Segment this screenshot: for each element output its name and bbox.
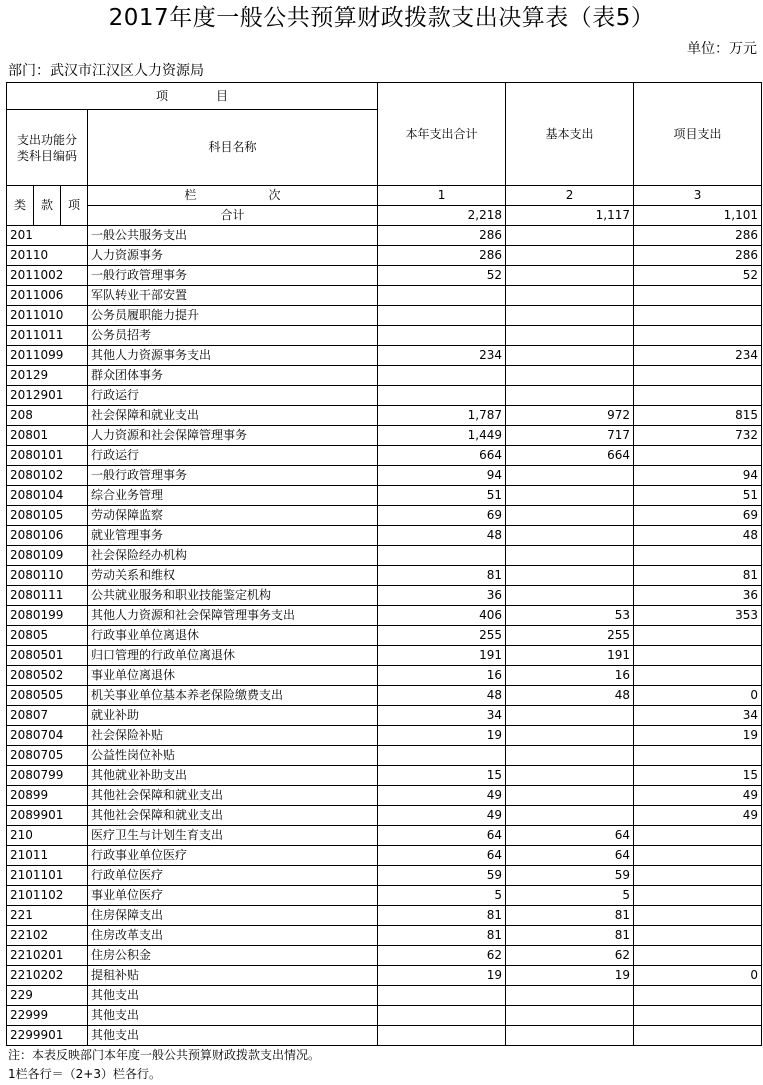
table-row — [7, 406, 762, 426]
table-row — [7, 606, 762, 626]
row-subject-name: 一般行政管理事务 — [88, 466, 378, 486]
row-code: 2080111 — [7, 586, 88, 606]
row-project — [634, 326, 762, 346]
row-subject-name: 行政事业单位离退休 — [88, 626, 378, 646]
total-project-value: 1,101 — [634, 206, 762, 226]
row-total: 1,449 — [378, 426, 506, 446]
header-subject-name: 科目名称 — [88, 110, 378, 186]
row-total: 48 — [378, 526, 506, 546]
row-subject-name: 其他就业补助支出 — [88, 766, 378, 786]
header-project: 项 目 — [7, 83, 378, 110]
row-subject-name: 社会保险经办机构 — [88, 546, 378, 566]
row-basic — [506, 466, 634, 486]
row-code: 2080704 — [7, 726, 88, 746]
table-row — [7, 866, 762, 886]
row-total: 5 — [378, 886, 506, 906]
row-code: 2012901 — [7, 386, 88, 406]
row-code: 2089901 — [7, 806, 88, 826]
row-basic — [506, 326, 634, 346]
table-row — [7, 846, 762, 866]
row-subject-name: 事业单位医疗 — [88, 886, 378, 906]
table-row — [7, 826, 762, 846]
row-project — [634, 926, 762, 946]
row-basic — [506, 586, 634, 606]
row-total: 36 — [378, 586, 506, 606]
row-code: 2080501 — [7, 646, 88, 666]
row-code: 2080799 — [7, 766, 88, 786]
table-row — [7, 746, 762, 766]
row-basic — [506, 306, 634, 326]
row-code: 2101101 — [7, 866, 88, 886]
row-project — [634, 846, 762, 866]
row-project — [634, 1006, 762, 1026]
row-basic — [506, 1006, 634, 1026]
row-project: 286 — [634, 226, 762, 246]
row-project — [634, 986, 762, 1006]
department-label: 部门：武汉市江汉区人力资源局 — [8, 63, 204, 79]
row-code: 2299901 — [7, 1026, 88, 1046]
table-row — [7, 246, 762, 266]
row-total: 59 — [378, 866, 506, 886]
row-subject-name: 住房公积金 — [88, 946, 378, 966]
row-code: 2011006 — [7, 286, 88, 306]
row-subject-name: 行政事业单位医疗 — [88, 846, 378, 866]
row-code: 2011099 — [7, 346, 88, 366]
row-total: 52 — [378, 266, 506, 286]
row-subject-name: 其他人力资源和社会保障管理事务支出 — [88, 606, 378, 626]
row-basic — [506, 486, 634, 506]
header-kuan: 款 — [34, 186, 61, 226]
row-total: 64 — [378, 846, 506, 866]
table-row — [7, 546, 762, 566]
row-subject-name: 住房保障支出 — [88, 906, 378, 926]
row-basic: 64 — [506, 826, 634, 846]
row-basic: 255 — [506, 626, 634, 646]
row-total: 49 — [378, 786, 506, 806]
table-row — [7, 706, 762, 726]
row-basic: 972 — [506, 406, 634, 426]
row-code: 20801 — [7, 426, 88, 446]
row-project: 286 — [634, 246, 762, 266]
row-code: 2080705 — [7, 746, 88, 766]
header-code-line2: 类科目编码 — [16, 148, 77, 163]
row-subject-name: 行政运行 — [88, 446, 378, 466]
row-subject-name: 归口管理的行政单位离退休 — [88, 646, 378, 666]
row-subject-name: 提租补贴 — [88, 966, 378, 986]
row-code: 2101102 — [7, 886, 88, 906]
notes — [8, 1046, 320, 1084]
row-subject-name: 行政单位医疗 — [88, 866, 378, 886]
row-basic — [506, 806, 634, 826]
row-project — [634, 446, 762, 466]
row-subject-name: 一般公共服务支出 — [88, 226, 378, 246]
total-row — [7, 206, 762, 226]
row-project — [634, 366, 762, 386]
row-project: 0 — [634, 686, 762, 706]
row-subject-name: 群众团体事务 — [88, 366, 378, 386]
table-row — [7, 426, 762, 446]
row-total — [378, 286, 506, 306]
row-code: 201 — [7, 226, 88, 246]
row-project: 34 — [634, 706, 762, 726]
column-number-3: 3 — [634, 186, 762, 206]
row-code: 210 — [7, 826, 88, 846]
row-total: 286 — [378, 246, 506, 266]
row-total: 191 — [378, 646, 506, 666]
table-row — [7, 466, 762, 486]
total-label: 合计 — [88, 206, 378, 226]
header-row-lanci — [7, 186, 762, 206]
header-col-basic: 基本支出 — [506, 83, 634, 186]
total-basic-value: 1,117 — [506, 206, 634, 226]
row-project: 81 — [634, 566, 762, 586]
table-row — [7, 946, 762, 966]
row-code: 229 — [7, 986, 88, 1006]
table-row — [7, 666, 762, 686]
row-basic — [506, 726, 634, 746]
row-basic — [506, 526, 634, 546]
row-code: 22102 — [7, 926, 88, 946]
row-project — [634, 666, 762, 686]
row-code: 2210202 — [7, 966, 88, 986]
row-total — [378, 306, 506, 326]
row-total: 15 — [378, 766, 506, 786]
row-basic: 19 — [506, 966, 634, 986]
row-subject-name: 公益性岗位补贴 — [88, 746, 378, 766]
row-code: 2210201 — [7, 946, 88, 966]
row-basic — [506, 366, 634, 386]
row-basic — [506, 226, 634, 246]
row-total: 64 — [378, 826, 506, 846]
table-row — [7, 486, 762, 506]
table-row — [7, 1006, 762, 1026]
row-project: 19 — [634, 726, 762, 746]
row-basic: 717 — [506, 426, 634, 446]
row-subject-name: 人力资源事务 — [88, 246, 378, 266]
row-total — [378, 1026, 506, 1046]
header-code-line1: 支出功能分 — [16, 132, 77, 147]
row-subject-name: 其他社会保障和就业支出 — [88, 786, 378, 806]
row-basic — [506, 566, 634, 586]
row-total: 48 — [378, 686, 506, 706]
row-basic: 81 — [506, 926, 634, 946]
row-code: 2080505 — [7, 686, 88, 706]
table-row — [7, 566, 762, 586]
table-row — [7, 986, 762, 1006]
row-project: 94 — [634, 466, 762, 486]
header-col-total: 本年支出合计 — [378, 83, 506, 186]
row-total — [378, 746, 506, 766]
row-project — [634, 646, 762, 666]
row-subject-name: 机关事业单位基本养老保险缴费支出 — [88, 686, 378, 706]
table-row — [7, 286, 762, 306]
row-project — [634, 626, 762, 646]
row-subject-name: 就业补助 — [88, 706, 378, 726]
row-total: 34 — [378, 706, 506, 726]
table-row — [7, 366, 762, 386]
row-code: 21011 — [7, 846, 88, 866]
row-basic: 191 — [506, 646, 634, 666]
table-row — [7, 886, 762, 906]
row-project: 52 — [634, 266, 762, 286]
row-project: 15 — [634, 766, 762, 786]
row-project — [634, 886, 762, 906]
row-code: 2080502 — [7, 666, 88, 686]
row-total — [378, 1006, 506, 1026]
table-row — [7, 586, 762, 606]
row-subject-name: 其他社会保障和就业支出 — [88, 806, 378, 826]
row-subject-name: 事业单位离退休 — [88, 666, 378, 686]
table-row — [7, 266, 762, 286]
row-project — [634, 1026, 762, 1046]
row-total — [378, 366, 506, 386]
row-code: 2080110 — [7, 566, 88, 586]
row-subject-name: 社会保障和就业支出 — [88, 406, 378, 426]
row-code: 20899 — [7, 786, 88, 806]
row-subject-name: 公务员招考 — [88, 326, 378, 346]
row-basic — [506, 1026, 634, 1046]
row-basic — [506, 746, 634, 766]
row-subject-name: 一般行政管理事务 — [88, 266, 378, 286]
table-row — [7, 1026, 762, 1046]
row-code: 208 — [7, 406, 88, 426]
row-basic: 48 — [506, 686, 634, 706]
column-number-1: 1 — [378, 186, 506, 206]
note-line-1: 注：本表反映部门本年度一般公共预算财政拨款支出情况。 — [8, 1048, 321, 1062]
row-basic: 59 — [506, 866, 634, 886]
row-total: 16 — [378, 666, 506, 686]
table-row — [7, 226, 762, 246]
row-basic — [506, 986, 634, 1006]
note-line-2: 1栏各行＝（2+3）栏各行。 — [8, 1067, 161, 1081]
row-basic — [506, 266, 634, 286]
row-project: 732 — [634, 426, 762, 446]
row-total: 1,787 — [378, 406, 506, 426]
row-subject-name: 公共就业服务和职业技能鉴定机构 — [88, 586, 378, 606]
table-row — [7, 766, 762, 786]
row-subject-name: 其他支出 — [88, 986, 378, 1006]
row-project: 51 — [634, 486, 762, 506]
table-row — [7, 626, 762, 646]
table-row — [7, 346, 762, 366]
row-code: 2080106 — [7, 526, 88, 546]
row-basic: 53 — [506, 606, 634, 626]
row-basic: 62 — [506, 946, 634, 966]
row-subject-name: 医疗卫生与计划生育支出 — [88, 826, 378, 846]
row-basic: 64 — [506, 846, 634, 866]
row-basic — [506, 706, 634, 726]
page-title: 2017年度一般公共预算财政拨款支出决算表（表5） — [108, 5, 655, 31]
row-basic — [506, 786, 634, 806]
table-row — [7, 786, 762, 806]
table-row — [7, 966, 762, 986]
table-row — [7, 806, 762, 826]
row-code: 2080109 — [7, 546, 88, 566]
header-row-project — [7, 83, 762, 110]
row-project — [634, 906, 762, 926]
header-lanci: 栏 次 — [88, 186, 378, 206]
row-basic — [506, 346, 634, 366]
table-row — [7, 926, 762, 946]
column-number-2: 2 — [506, 186, 634, 206]
row-code: 2080101 — [7, 446, 88, 466]
row-project — [634, 546, 762, 566]
row-total: 69 — [378, 506, 506, 526]
row-basic: 664 — [506, 446, 634, 466]
total-value: 2,218 — [378, 206, 506, 226]
row-project: 815 — [634, 406, 762, 426]
row-project: 234 — [634, 346, 762, 366]
row-code: 22999 — [7, 1006, 88, 1026]
row-project — [634, 386, 762, 406]
row-basic — [506, 386, 634, 406]
row-basic — [506, 766, 634, 786]
row-code: 221 — [7, 906, 88, 926]
row-total — [378, 386, 506, 406]
row-total — [378, 326, 506, 346]
table-row — [7, 526, 762, 546]
row-code: 2080199 — [7, 606, 88, 626]
row-project: 353 — [634, 606, 762, 626]
row-total: 234 — [378, 346, 506, 366]
table-row — [7, 646, 762, 666]
row-total — [378, 546, 506, 566]
row-basic: 5 — [506, 886, 634, 906]
row-basic: 16 — [506, 666, 634, 686]
table-row — [7, 326, 762, 346]
row-subject-name: 行政运行 — [88, 386, 378, 406]
header-function-code — [7, 110, 88, 186]
row-basic: 81 — [506, 906, 634, 926]
row-subject-name: 劳动保障监察 — [88, 506, 378, 526]
row-subject-name: 综合业务管理 — [88, 486, 378, 506]
header-xiang: 项 — [61, 186, 88, 226]
row-code: 2080104 — [7, 486, 88, 506]
row-total: 49 — [378, 806, 506, 826]
row-total: 94 — [378, 466, 506, 486]
row-total: 81 — [378, 906, 506, 926]
row-code: 2011011 — [7, 326, 88, 346]
table-row — [7, 506, 762, 526]
row-project: 69 — [634, 506, 762, 526]
row-subject-name: 其他支出 — [88, 1006, 378, 1026]
table-row — [7, 686, 762, 706]
row-code: 20807 — [7, 706, 88, 726]
row-basic — [506, 246, 634, 266]
row-code: 20805 — [7, 626, 88, 646]
row-subject-name: 其他人力资源事务支出 — [88, 346, 378, 366]
row-total: 62 — [378, 946, 506, 966]
row-project — [634, 746, 762, 766]
row-total: 255 — [378, 626, 506, 646]
table-row — [7, 726, 762, 746]
row-code: 2080102 — [7, 466, 88, 486]
table-row — [7, 906, 762, 926]
row-subject-name: 劳动关系和维权 — [88, 566, 378, 586]
table-row — [7, 446, 762, 466]
row-project — [634, 286, 762, 306]
row-basic — [506, 286, 634, 306]
header-lei: 类 — [7, 186, 34, 226]
row-total — [378, 986, 506, 1006]
row-subject-name: 人力资源和社会保障管理事务 — [88, 426, 378, 446]
row-total: 406 — [378, 606, 506, 626]
row-project: 36 — [634, 586, 762, 606]
row-subject-name: 住房改革支出 — [88, 926, 378, 946]
row-code: 2011002 — [7, 266, 88, 286]
row-project: 0 — [634, 966, 762, 986]
row-code: 20110 — [7, 246, 88, 266]
row-total: 286 — [378, 226, 506, 246]
row-total: 19 — [378, 966, 506, 986]
row-total: 664 — [378, 446, 506, 466]
row-project — [634, 866, 762, 886]
row-subject-name: 军队转业干部安置 — [88, 286, 378, 306]
row-basic — [506, 506, 634, 526]
budget-table — [6, 82, 762, 1046]
row-project — [634, 306, 762, 326]
row-project — [634, 826, 762, 846]
row-subject-name: 就业管理事务 — [88, 526, 378, 546]
row-code: 20129 — [7, 366, 88, 386]
row-project: 49 — [634, 786, 762, 806]
row-subject-name: 公务员履职能力提升 — [88, 306, 378, 326]
row-total: 81 — [378, 566, 506, 586]
row-subject-name: 社会保险补贴 — [88, 726, 378, 746]
row-total: 19 — [378, 726, 506, 746]
row-project — [634, 946, 762, 966]
row-total: 51 — [378, 486, 506, 506]
unit-label: 单位：万元 — [687, 41, 757, 57]
row-total: 81 — [378, 926, 506, 946]
row-project: 49 — [634, 806, 762, 826]
table-row — [7, 306, 762, 326]
row-code: 2080105 — [7, 506, 88, 526]
row-subject-name: 其他支出 — [88, 1026, 378, 1046]
row-basic — [506, 546, 634, 566]
row-project: 48 — [634, 526, 762, 546]
header-col-project: 项目支出 — [634, 83, 762, 186]
row-code: 2011010 — [7, 306, 88, 326]
table-row — [7, 386, 762, 406]
